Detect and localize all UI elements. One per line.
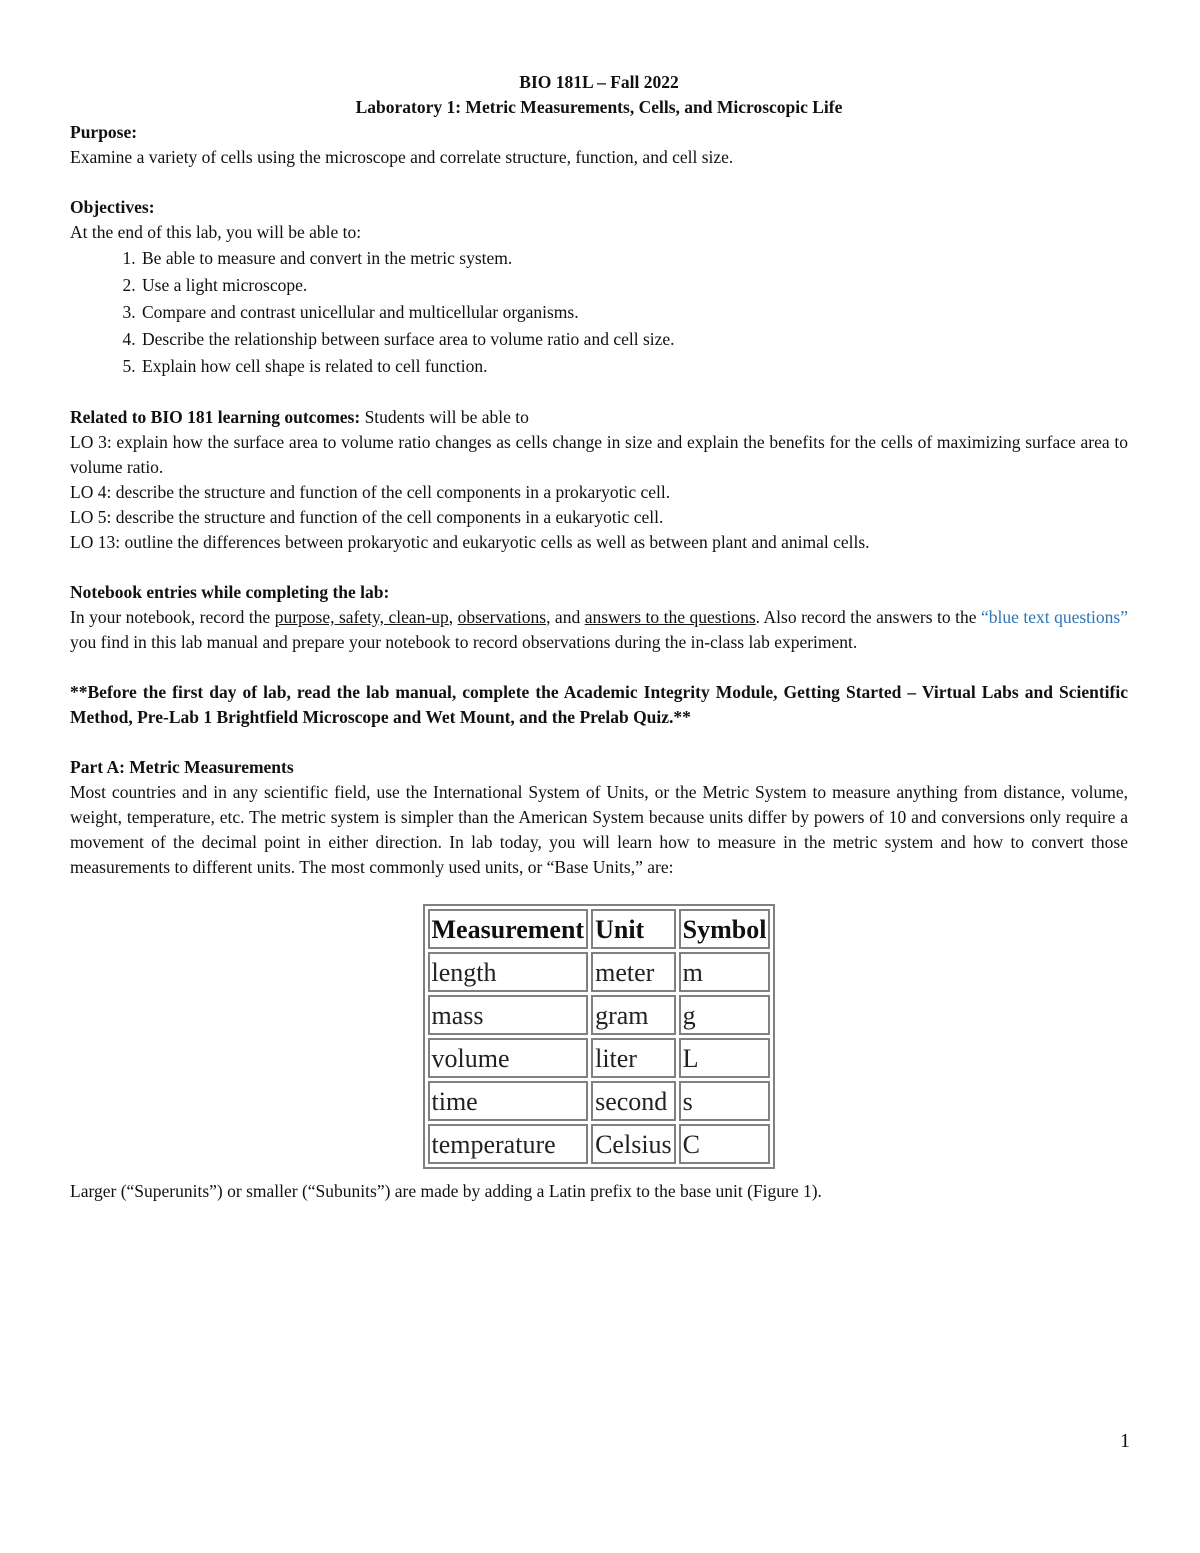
purpose-text: Examine a variety of cells using the microscope and correlate structure, function, and cell size. [70,147,734,167]
table-row [428,1081,771,1121]
table-header-row [428,909,771,949]
outcome-item: LO 3: explain how the surface area to volume ratio changes as cells change in size and explain the benefits for the cells of maximizing surface area to volume ratio. [70,432,1128,477]
notebook-text-part: you find in this lab manual and prepare your notebook to record observations during the in-class lab experiment. [70,632,858,652]
notebook-text-part: . Also record the answers to the [755,607,981,627]
notebook-text-part: , [448,607,458,627]
outcome-item: LO 13: outline the differences between prokaryotic and eukaryotic cells as well as between plant and animal cells. [70,532,870,552]
header-measurement: Measurement [428,909,589,949]
objective-item: 1. Be able to measure and convert in the metric system. [140,245,1128,272]
header-symbol: Symbol [679,909,771,949]
cell-unit: Celsius [591,1124,676,1164]
table-row [428,1038,771,1078]
document-page [70,70,1128,1204]
after-table-text: Larger (“Superunits”) or smaller (“Subunits”) are made by adding a Latin prefix to the base unit (Figure 1). [70,1181,822,1201]
objective-item: 5. Explain how cell shape is related to cell function. [140,353,1128,380]
part-a-heading: Part A: Metric Measurements [70,757,294,777]
cell-unit: meter [591,952,676,992]
outcomes-intro: Students will be able to [360,407,529,427]
outcomes-intro-line [70,405,1128,430]
cell-measurement: time [428,1081,589,1121]
cell-measurement: mass [428,995,589,1035]
objectives-intro: At the end of this lab, you will be able to: [70,222,362,242]
header-unit: Unit [591,909,676,949]
base-units-table [423,904,776,1169]
objective-item: 2. Use a light microscope. [140,272,1128,299]
prelab-notice: **Before the first day of lab, read the lab manual, complete the Academic Integrity Module, Getting Started – Virtual Labs and Scientific Method, Pre-Lab 1 Brightfield Microscope and Wet Mount, and the Prelab Quiz.** [70,682,1128,727]
cell-symbol: s [679,1081,771,1121]
notebook-text-part: , and [546,607,585,627]
table-row [428,952,771,992]
cell-unit: liter [591,1038,676,1078]
part-a-text: Most countries and in any scientific field, use the International System of Units, or the Metric System to measure anything from distance, volume, weight, temperature, etc. The metric system is simpler than the American System because units differ by powers of 10 and conversions only require a movement of the decimal point in either direction. In lab today, you will learn how to measure in the metric system and how to convert those measurements to different units. The most commonly used units, or “Base Units,” are: [70,782,1128,877]
cell-unit: gram [591,995,676,1035]
lab-title: Laboratory 1: Metric Measurements, Cells, and Microscopic Life [355,97,843,117]
purpose-heading: Purpose: [70,122,138,142]
course-header: BIO 181L – Fall 2022 [519,72,679,92]
objective-item: 3. Compare and contrast unicellular and multicellular organisms. [140,299,1128,326]
outcome-item: LO 4: describe the structure and function of the cell components in a prokaryotic cell. [70,482,671,502]
outcomes-heading: Related to BIO 181 learning outcomes: [70,407,361,427]
notebook-underline-purpose: purpose, safety, clean-up [274,607,449,627]
blue-text-questions: “blue text questions” [980,607,1128,627]
objectives-list [70,245,1128,380]
cell-unit: second [591,1081,676,1121]
cell-measurement: temperature [428,1124,589,1164]
cell-measurement: length [428,952,589,992]
notebook-text-part: In your notebook, record the [70,607,275,627]
cell-symbol: g [679,995,771,1035]
objective-item: 4. Describe the relationship between surface area to volume ratio and cell size. [140,326,1128,353]
cell-symbol: L [679,1038,771,1078]
notebook-underline-answers: answers to the questions [584,607,756,627]
cell-symbol: C [679,1124,771,1164]
cell-symbol: m [679,952,771,992]
outcome-item: LO 5: describe the structure and function of the cell components in a eukaryotic cell. [70,507,664,527]
table-row [428,995,771,1035]
objectives-heading: Objectives: [70,197,155,217]
units-table-wrapper [70,904,1128,1169]
notebook-text [70,605,1128,655]
notebook-heading: Notebook entries while completing the lab: [70,582,390,602]
table-row [428,1124,771,1164]
notebook-underline-observations: observations [457,607,547,627]
page-number: 1 [1120,1430,1130,1452]
cell-measurement: volume [428,1038,589,1078]
